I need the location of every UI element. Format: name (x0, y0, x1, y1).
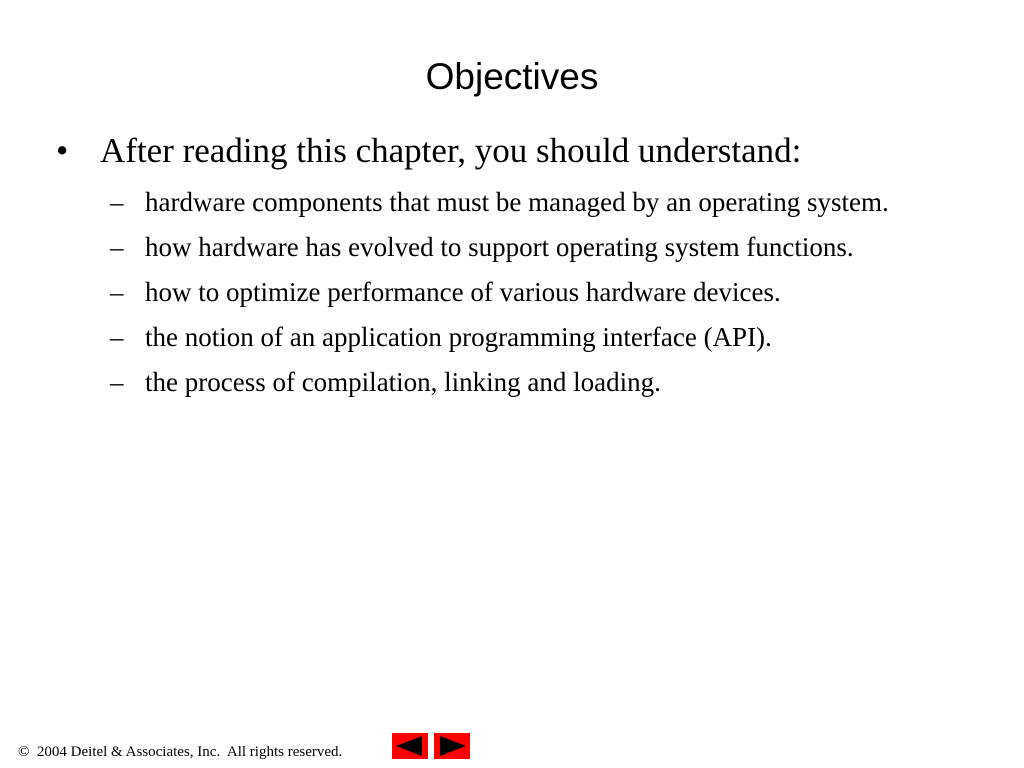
left-arrow-icon (392, 733, 428, 759)
dash-marker: – (110, 322, 124, 352)
sub-bullet-item (110, 363, 910, 401)
dash-marker: – (110, 232, 124, 262)
sub-bullet-item (110, 273, 910, 311)
right-arrow-icon (434, 733, 470, 759)
sub-bullet-item (110, 318, 910, 356)
dash-marker: – (110, 277, 124, 307)
sub-bullet-list (110, 183, 910, 408)
dash-marker: – (110, 367, 124, 397)
sub-bullet-text: hardware components that must be managed by an operating system. (145, 187, 889, 217)
sub-bullet-item (110, 228, 910, 266)
previous-slide-button[interactable] (392, 733, 428, 759)
bullet-marker: • (56, 131, 69, 170)
sub-bullet-item (110, 183, 910, 221)
slide-title: Objectives (425, 56, 599, 97)
sub-bullet-text: how to optimize performance of various hardware devices. (145, 277, 781, 307)
sub-bullet-text: the notion of an application programming interface (API). (145, 322, 772, 352)
dash-marker: – (110, 187, 124, 217)
copyright-notice: © 2004 Deitel & Associates, Inc. All rights reserved. (18, 744, 343, 760)
next-slide-button[interactable] (434, 733, 470, 759)
sub-bullet-text: the process of compilation, linking and loading. (145, 367, 661, 397)
sub-bullet-text: how hardware has evolved to support operating system functions. (145, 232, 854, 262)
main-bullet-text: After reading this chapter, you should understand: (100, 131, 802, 170)
